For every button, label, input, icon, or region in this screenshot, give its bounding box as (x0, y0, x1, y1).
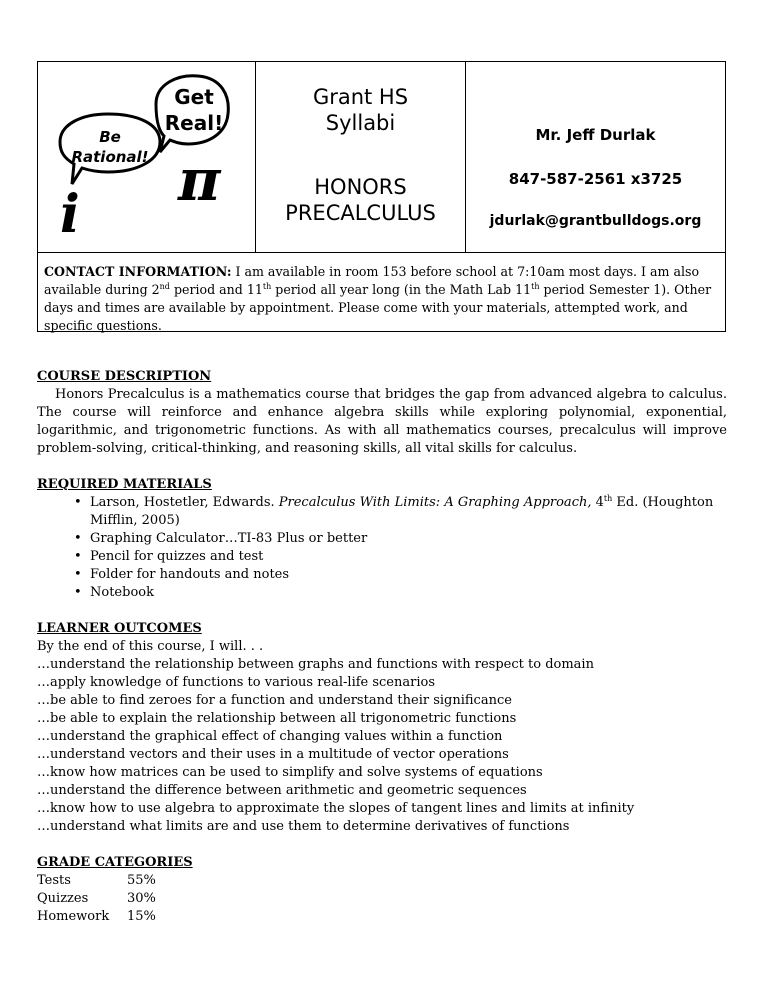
bubble-left-line1: Be (99, 128, 121, 146)
list-item: …understand the difference between arithmetic and geometric sequences (37, 783, 527, 798)
contact-sup-3: th (531, 282, 540, 291)
required-materials-section (37, 476, 727, 602)
table-row (37, 908, 727, 926)
list-item: • Pencil for quizzes and test (90, 548, 727, 566)
contact-text-4: period Semester 1). Other days and times are available by appointment. Please come with your materials, attempted work, and specific questions. (44, 282, 712, 333)
contact-sup-1: nd (159, 282, 170, 291)
title-cell (256, 62, 466, 252)
bubble-right-line1: Get (174, 85, 214, 109)
contact-text-1: I am available in room 153 before school at 7:10am most days. I am also available during 2 (44, 264, 700, 297)
header-table (37, 61, 726, 332)
list-item: …understand the relationship between graphs and functions with respect to domain (37, 657, 594, 672)
grade-category-value: 15% (127, 909, 156, 924)
course-description-text: Honors Precalculus is a mathematics course that bridges the gap from advanced algebra to calculus. The course will reinforce and enhance algebra skills while exploring polynomial, exponential, logarithmic, and trigonometric functions. As with all mathematics courses, precalculus will improve problem-solving, critical-thinking, and reasoning skills, all vital skills for calculus. (37, 387, 727, 456)
textbook-publisher: Ed. (Houghton Mifflin, 2005) (90, 495, 714, 528)
list-item: • Folder for handouts and notes (90, 566, 727, 584)
list-item: …understand what limits are and use them to determine derivatives of functions (37, 819, 570, 834)
textbook-edition: 4 (591, 495, 604, 510)
textbook-title: Precalculus With Limits: A Graphing Approach, (278, 495, 592, 510)
textbook-authors: Larson, Hostetler, Edwards. (90, 495, 279, 510)
list-item: …understand vectors and their uses in a multitude of vector operations (37, 747, 509, 762)
textbook-edition-sup: th (603, 494, 613, 503)
contact-sup-2: th (262, 282, 272, 291)
list-item: • Graphing Calculator…TI-83 Plus or better (90, 530, 727, 548)
list-item: …know how matrices can be used to simplify and solve systems of equations (37, 765, 543, 780)
teacher-phone: 847-587-2561 x3725 (508, 170, 683, 188)
list-item: …understand the graphical effect of changing values within a function (37, 729, 503, 744)
teacher-email: jdurlak@grantbulldogs.org (489, 213, 702, 229)
header-row (38, 62, 725, 253)
table-row (37, 872, 727, 890)
list-item: …be able to explain the relationship between all trigonometric functions (37, 711, 517, 726)
learner-outcomes-intro: By the end of this course, I will. . . (37, 639, 264, 654)
required-materials-heading: REQUIRED MATERIALS (37, 477, 212, 492)
learner-outcomes-heading: LEARNER OUTCOMES (37, 621, 202, 636)
contact-label: CONTACT INFORMATION: (44, 264, 232, 279)
list-item: …know how to use algebra to approximate the slopes of tangent lines and limits at infinity (37, 801, 635, 816)
teacher-cell (466, 62, 725, 252)
be-rational-get-real-logo (38, 62, 254, 250)
grade-categories-section (37, 854, 727, 926)
pi-symbol: π (178, 146, 221, 214)
logo-cell (38, 62, 256, 252)
course-line1: HONORS (314, 175, 407, 199)
teacher-name: Mr. Jeff Durlak (535, 126, 656, 144)
bubble-right-line2: Real! (164, 111, 224, 135)
school-title (256, 62, 465, 136)
course-title (256, 174, 465, 226)
grade-category-name: Tests (37, 873, 71, 888)
course-description-heading: COURSE DESCRIPTION (37, 369, 212, 384)
course-description-section (37, 368, 727, 458)
title-line1: Grant HS (312, 85, 409, 109)
contact-text-2: period and 11 (169, 282, 263, 297)
list-item: …be able to find zeroes for a function and understand their significance (37, 693, 512, 708)
contact-text-3: period all year long (in the Math Lab 11 (271, 282, 532, 297)
grade-category-name: Quizzes (37, 891, 89, 906)
grade-categories-heading: GRADE CATEGORIES (37, 855, 193, 870)
bubble-left-line2: Rational! (71, 148, 149, 166)
grade-category-name: Homework (37, 909, 110, 924)
title-line2: Syllabi (325, 111, 396, 135)
learner-outcomes-section (37, 620, 727, 836)
imaginary-i-symbol: i (60, 184, 80, 245)
grade-category-value: 30% (127, 891, 156, 906)
materials-list (37, 494, 727, 602)
contact-information (38, 253, 725, 331)
grade-category-value: 55% (127, 873, 156, 888)
course-line2: PRECALCULUS (285, 201, 436, 225)
list-item: …apply knowledge of functions to various real-life scenarios (37, 675, 435, 690)
table-row (37, 890, 727, 908)
list-item: • Notebook (90, 584, 727, 602)
list-item (90, 494, 727, 530)
syllabus-content (37, 368, 727, 926)
